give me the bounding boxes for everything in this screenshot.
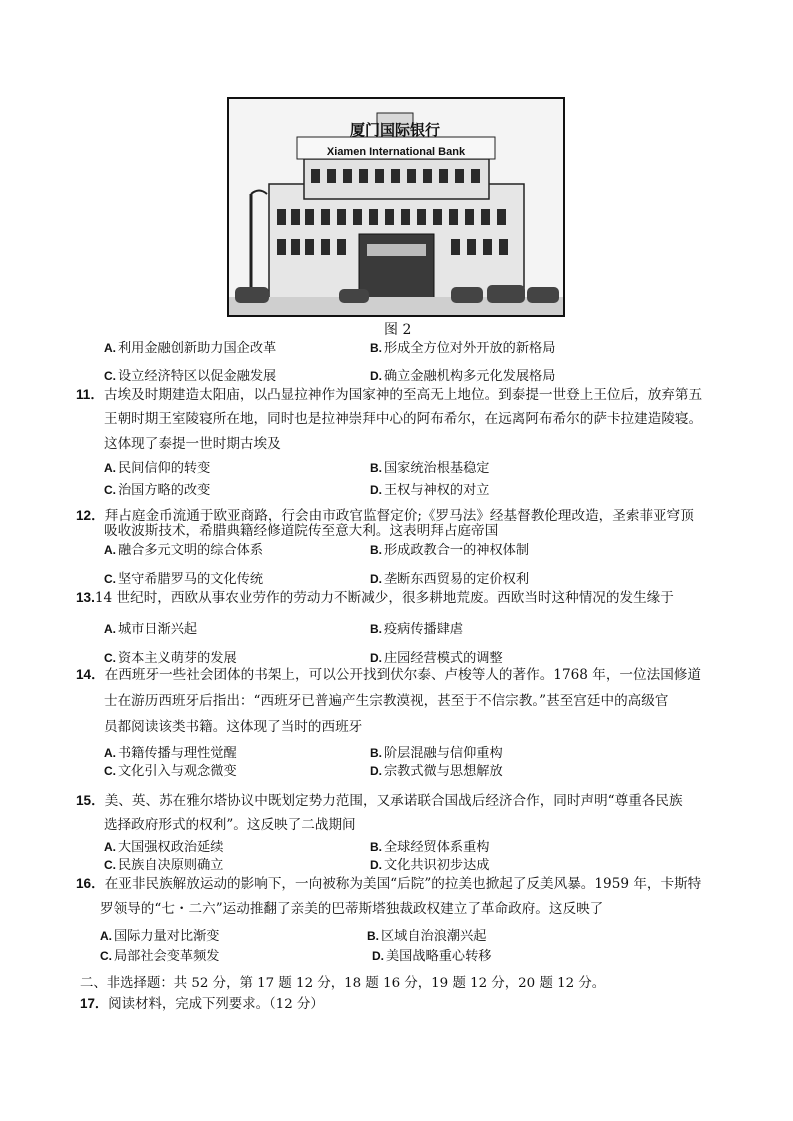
q16-stem-line-1: 16．在亚非民族解放运动的影响下，一向被称为美国“后院”的拉美也掀起了反美风暴。1959 年，卡斯特 [76,876,702,892]
q15-option-b[interactable]: B. 全球经贸体系重构 [370,840,490,855]
bank-building-photo [227,97,565,317]
figure-caption: 图 2 [384,322,412,338]
q10-option-d[interactable]: D. 确立金融机构多元化发展格局 [370,369,556,384]
q12-option-b[interactable]: B. 形成政教合一的神权体制 [370,543,530,558]
q11-stem-line-2: 王朝时期王室陵寝所在地，同时也是拉神崇拜中心的阿布希尔，在远离阿布希尔的萨卡拉建造陵寝。 [104,411,703,427]
q16-stem-line-2: 罗领导的“七・二六”运动推翻了亲美的巴蒂斯塔独裁政权建立了革命政府。这反映了 [100,901,604,917]
section-2-heading: 二、非选择题：共 52 分，第 17 题 12 分，18 题 16 分，19 题 12 分，20 题 12 分。 [80,976,606,991]
q12-option-d[interactable]: D. 垄断东西贸易的定价权利 [370,572,530,587]
q16-option-a[interactable]: A. 国际力量对比渐变 [100,929,220,944]
q10-option-c[interactable]: C. 设立经济特区以促金融发展 [104,369,277,384]
q15-stem-line-2: 选择政府形式的权利”。这反映了二战期间 [104,817,356,833]
q14-stem-line-3: 员都阅读该类书籍。这体现了当时的西班牙 [104,719,363,735]
q15-option-a[interactable]: A. 大国强权政治延续 [104,840,224,855]
q12-stem-line-1: 12．拜占庭金币流通于欧亚商路，行会由市政官监督定价;《罗马法》经基督教伦理改造，圣索菲亚穹顶 [76,508,694,524]
q13-option-c[interactable]: C. 资本主义萌芽的发展 [104,651,237,666]
bank-sign-cn: 厦门国际银行 [349,121,441,139]
q10-option-a[interactable]: A. 利用金融创新助力国企改革 [104,341,277,356]
q14-option-d[interactable]: D. 宗教式微与思想解放 [370,764,503,779]
q11-stem-line-3: 这体现了泰提一世时期古埃及 [104,436,281,452]
q16-option-c[interactable]: C. 局部社会变革频发 [100,949,220,964]
q13-option-d[interactable]: D. 庄园经营模式的调整 [370,651,503,666]
q13-stem-line-1: 13.14 世纪时，西欧从事农业劳作的劳动力不断减少，很多耕地荒废。西欧当时这种情况的发生缘于 [76,590,674,606]
q12-option-c[interactable]: C. 坚守希腊罗马的文化传统 [104,572,264,587]
q14-stem-line-2: 士在游历西班牙后指出：“西班牙已普遍产生宗教漠视，甚至于不信宗教。”甚至宫廷中的高级官 [104,693,669,709]
q11-option-a[interactable]: A. 民间信仰的转变 [104,461,211,476]
q11-option-b[interactable]: B. 国家统治根基稳定 [370,461,490,476]
q16-option-d[interactable]: D. 美国战略重心转移 [372,949,492,964]
q13-option-a[interactable]: A. 城市日渐兴起 [104,622,198,637]
q14-stem-line-1: 14．在西班牙一些社会团体的书架上，可以公开找到伏尔泰、卢梭等人的著作。1768 年，一位法国修道 [76,667,701,683]
q11-option-c[interactable]: C. 治国方略的改变 [104,483,211,498]
q10-option-b[interactable]: B. 形成全方位对外开放的新格局 [370,341,556,356]
q15-stem-line-1: 15．美、英、苏在雅尔塔协议中既划定势力范围，又承诺联合国战后经济合作，同时声明“尊重各民族 [76,793,683,809]
q15-option-c[interactable]: C. 民族自决原则确立 [104,858,224,873]
q12-stem-line-2: 吸收波斯技术，希腊典籍经修道院传至意大利。这表明拜占庭帝国 [104,523,499,539]
q13-option-b[interactable]: B. 疫病传播肆虐 [370,622,464,637]
q11-stem-line-1: 11．古埃及时期建造太阳庙，以凸显拉神作为国家神的至高无上地位。到泰提一世登上王位后，放弃第五 [76,387,703,403]
q12-option-a[interactable]: A. 融合多元文明的综合体系 [104,543,264,558]
q17-stem: 17．阅读材料，完成下列要求。（12 分） [80,996,324,1012]
q14-option-b[interactable]: B. 阶层混融与信仰重构 [370,746,503,761]
bank-sign-en: Xiamen International Bank [326,146,466,158]
q16-option-b[interactable]: B. 区域自治浪潮兴起 [367,929,487,944]
q11-option-d[interactable]: D. 王权与神权的对立 [370,483,490,498]
q14-option-c[interactable]: C. 文化引入与观念微变 [104,764,237,779]
q15-option-d[interactable]: D. 文化共识初步达成 [370,858,490,873]
q14-option-a[interactable]: A. 书籍传播与理性觉醒 [104,746,237,761]
